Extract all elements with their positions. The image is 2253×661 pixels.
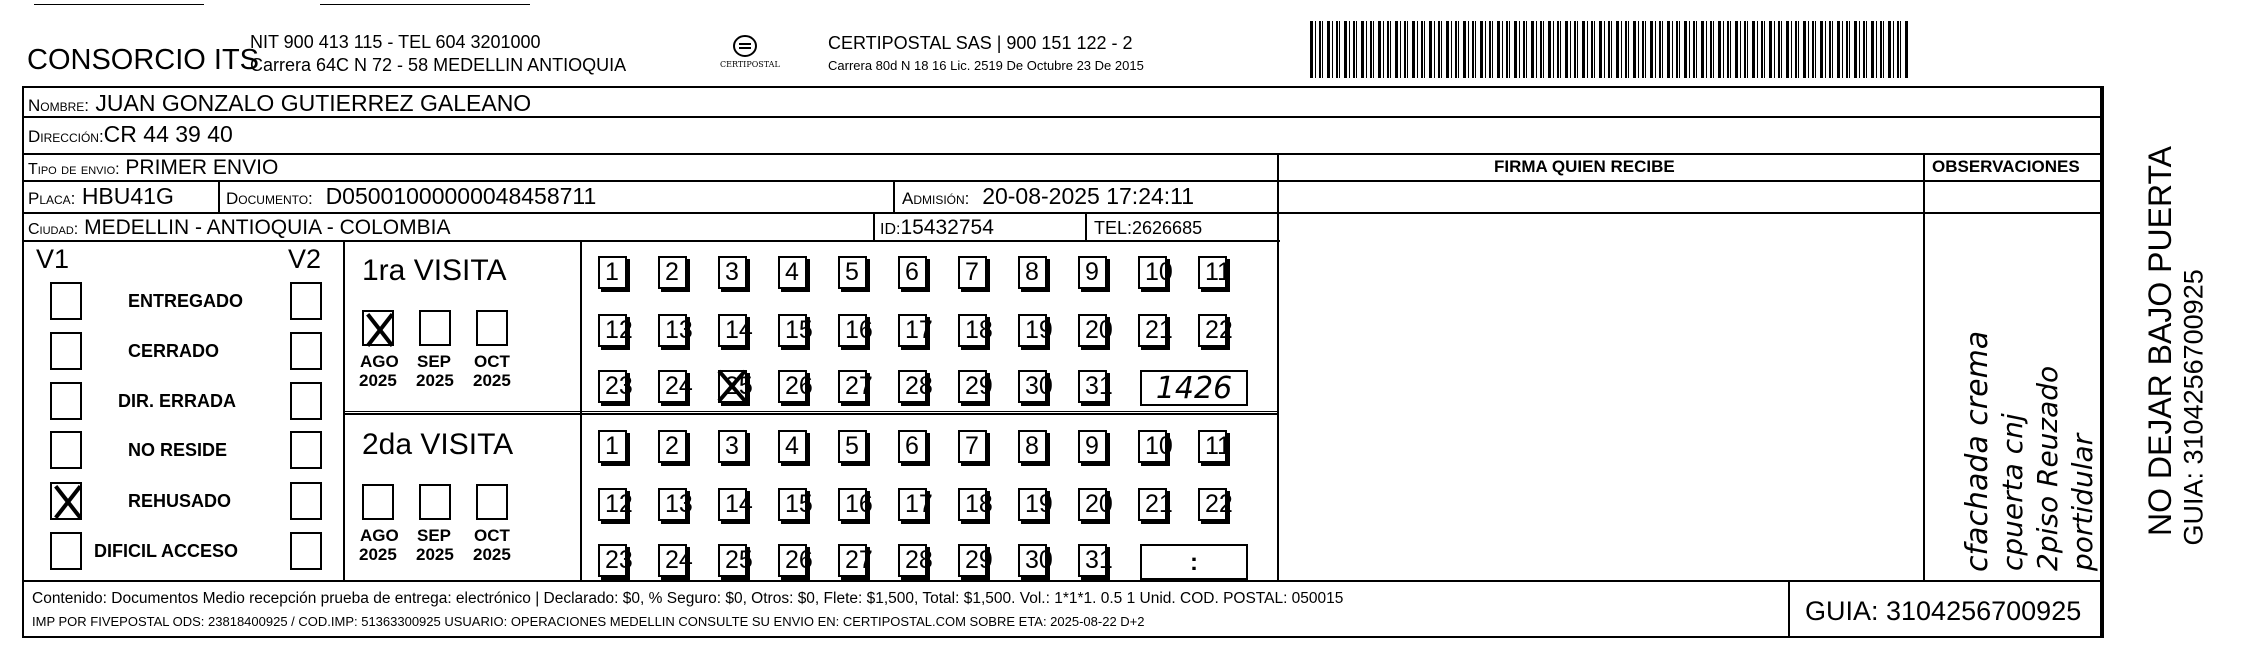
status-v2-checkbox[interactable] bbox=[290, 431, 322, 469]
status-v2-checkbox[interactable] bbox=[290, 382, 322, 420]
status-v2-checkbox[interactable] bbox=[290, 532, 322, 570]
row-line bbox=[22, 153, 2104, 155]
day-box[interactable]: 22 bbox=[1198, 314, 1227, 347]
nombre-row bbox=[28, 92, 531, 115]
tel-divider bbox=[1085, 212, 1087, 241]
frame-left bbox=[22, 86, 24, 638]
day-box[interactable]: 22 bbox=[1198, 488, 1227, 521]
frame-right-inner bbox=[2100, 86, 2102, 638]
tipo-value: PRIMER ENVIO bbox=[125, 156, 279, 179]
day-box[interactable]: 2 bbox=[658, 256, 687, 289]
carrier-address: Carrera 80d N 18 16 Lic. 2519 De Octubre 23 De 2015 bbox=[828, 58, 1144, 73]
id-row bbox=[880, 217, 994, 238]
day-box[interactable]: 8 bbox=[1018, 430, 1047, 463]
month-checkbox[interactable] bbox=[362, 310, 394, 346]
observaciones-area bbox=[1925, 215, 2099, 577]
company-name: CONSORCIO ITS bbox=[27, 44, 260, 76]
status-label: REHUSADO bbox=[128, 491, 232, 511]
visit-separator bbox=[343, 413, 1278, 415]
admision-value: 20-08-2025 17:24:11 bbox=[982, 183, 1195, 209]
day-box[interactable]: 12 bbox=[598, 314, 627, 347]
firma-col-left bbox=[1277, 153, 1279, 581]
status-v1-checkbox[interactable] bbox=[50, 382, 82, 420]
day-box[interactable]: 15 bbox=[778, 314, 807, 347]
obs-line-1: cfachada crema bbox=[1960, 330, 1995, 572]
documento-label: Documento: bbox=[226, 189, 313, 208]
day-box[interactable]: 31 bbox=[1078, 370, 1107, 403]
month-label: OCT bbox=[474, 526, 510, 545]
day-box[interactable]: 28 bbox=[898, 370, 927, 403]
frame-bottom bbox=[22, 636, 2104, 638]
frame-right bbox=[2102, 86, 2104, 638]
day-box[interactable]: 1 bbox=[598, 256, 627, 289]
id-value: 15432754 bbox=[900, 216, 994, 239]
firma-header: FIRMA QUIEN RECIBE bbox=[1494, 157, 1675, 176]
v1-label: V1 bbox=[36, 244, 70, 274]
company-nit: NIT 900 413 115 - TEL 604 3201000 bbox=[250, 32, 541, 52]
company-address: Carrera 64C N 72 - 58 MEDELLIN ANTIOQUIA bbox=[250, 55, 627, 75]
visit-title: 1ra VISITA bbox=[362, 254, 507, 287]
day-box[interactable]: 17 bbox=[898, 488, 927, 521]
month-checkbox[interactable] bbox=[476, 310, 508, 346]
obs-line-4: portidular bbox=[2066, 433, 2099, 571]
day-box[interactable]: 29 bbox=[958, 370, 987, 403]
month-year: 2025 bbox=[473, 545, 511, 564]
obs-line-3: 2piso Reuzado bbox=[2031, 365, 2064, 571]
day-box[interactable]: 3 bbox=[718, 430, 747, 463]
day-box[interactable]: 6 bbox=[898, 256, 927, 289]
ciudad-label: Ciudad: bbox=[28, 221, 79, 238]
day-box[interactable]: 25 bbox=[718, 370, 747, 403]
month-checkbox[interactable] bbox=[476, 484, 508, 520]
day-box[interactable]: 14 bbox=[718, 314, 747, 347]
admision-divider bbox=[893, 180, 895, 213]
frame-mid-footer bbox=[22, 580, 2104, 582]
footer-line-1: Contenido: Documentos Medio recepción prueba de entrega: electrónico | Declarado: $0, % Seguro: $0, Otros: $0, Flete: $1,500, Total: $1,500. Vol.: 1*1*1. 0.5 1 Unid. COD. POSTAL: 050015 bbox=[32, 590, 1344, 607]
direccion-label: Dirección: bbox=[28, 127, 104, 146]
footer-guia-divider bbox=[1788, 580, 1790, 636]
month-year: 2025 bbox=[359, 371, 397, 390]
placa-label: Placa: bbox=[28, 189, 76, 208]
placa-divider bbox=[218, 180, 220, 213]
obs-line-2: cpuerta cnj bbox=[1996, 413, 2029, 571]
day-box[interactable]: 15 bbox=[778, 488, 807, 521]
top-decor-line bbox=[34, 4, 204, 5]
status-v1-checkbox[interactable] bbox=[50, 532, 82, 570]
ciudad-row bbox=[28, 217, 450, 238]
admision-label: Admisión: bbox=[902, 189, 970, 208]
footer-guia: GUIA: 3104256700925 bbox=[1805, 596, 2082, 626]
day-box[interactable]: 8 bbox=[1018, 256, 1047, 289]
row-line bbox=[22, 116, 2104, 118]
day-box[interactable]: 27 bbox=[838, 370, 867, 403]
day-box[interactable]: 11 bbox=[1198, 256, 1227, 289]
tel-value: 2626685 bbox=[1132, 218, 1203, 238]
nombre-label: Nombre: bbox=[28, 96, 90, 115]
carrier-name: CERTIPOSTAL SAS | 900 151 122 - 2 bbox=[828, 33, 1133, 53]
v2-label: V2 bbox=[288, 244, 322, 274]
day-box[interactable]: 31 bbox=[1078, 544, 1107, 577]
day-box[interactable]: 9 bbox=[1078, 256, 1107, 289]
day-box[interactable]: 13 bbox=[658, 314, 687, 347]
day-box[interactable]: 26 bbox=[778, 370, 807, 403]
day-box[interactable]: 24 bbox=[658, 544, 687, 577]
month-year: 2025 bbox=[359, 545, 397, 564]
status-label: ENTREGADO bbox=[128, 291, 244, 311]
row-line bbox=[22, 180, 2104, 182]
status-label: CERRADO bbox=[128, 341, 220, 361]
day-box[interactable]: 17 bbox=[898, 314, 927, 347]
month-checkbox[interactable] bbox=[419, 484, 451, 520]
day-marked-x bbox=[716, 368, 748, 404]
side-guia: GUIA: 3104256700925 bbox=[2178, 269, 2209, 546]
id-divider bbox=[873, 212, 875, 241]
admision-row bbox=[902, 185, 1194, 208]
day-box[interactable]: 10 bbox=[1138, 256, 1167, 289]
visit-title: 2da VISITA bbox=[362, 428, 514, 461]
frame-top bbox=[22, 86, 2104, 88]
status-v2-checkbox[interactable] bbox=[290, 482, 322, 520]
day-box[interactable]: 13 bbox=[658, 488, 687, 521]
status-label: DIR. ERRADA bbox=[118, 391, 237, 411]
month-year: 2025 bbox=[416, 371, 454, 390]
day-box[interactable]: 9 bbox=[1078, 430, 1107, 463]
day-box[interactable]: 19 bbox=[1018, 488, 1047, 521]
day-box[interactable]: 20 bbox=[1078, 488, 1107, 521]
documento-value: D05001000000048458711 bbox=[325, 183, 597, 209]
month-label: AGO bbox=[360, 526, 399, 545]
row-line bbox=[22, 240, 1280, 242]
day-box[interactable]: 12 bbox=[598, 488, 627, 521]
day-box[interactable]: 5 bbox=[838, 256, 867, 289]
day-box[interactable]: 4 bbox=[778, 256, 807, 289]
month-label: SEP bbox=[417, 352, 452, 371]
day-box[interactable]: 29 bbox=[958, 544, 987, 577]
status-v1-checkbox[interactable] bbox=[50, 482, 82, 520]
direccion-value: CR 44 39 40 bbox=[103, 121, 233, 147]
day-box[interactable]: 26 bbox=[778, 544, 807, 577]
row-line bbox=[22, 212, 2104, 214]
status-v1-checkbox[interactable] bbox=[50, 282, 82, 320]
day-box[interactable]: 23 bbox=[598, 544, 627, 577]
day-box[interactable]: 2 bbox=[658, 430, 687, 463]
direccion-row bbox=[28, 123, 233, 146]
day-box[interactable]: 10 bbox=[1138, 430, 1167, 463]
day-box[interactable]: 6 bbox=[898, 430, 927, 463]
time-box[interactable]: : bbox=[1140, 544, 1248, 580]
placa-value: HBU41G bbox=[81, 183, 174, 209]
day-box[interactable]: 7 bbox=[958, 256, 987, 289]
day-box[interactable]: 30 bbox=[1018, 544, 1047, 577]
day-box[interactable]: 7 bbox=[958, 430, 987, 463]
month-checkbox[interactable] bbox=[419, 310, 451, 346]
month-checkbox[interactable] bbox=[362, 484, 394, 520]
day-box[interactable]: 20 bbox=[1078, 314, 1107, 347]
status-v2-checkbox[interactable] bbox=[290, 282, 322, 320]
top-decor-line bbox=[320, 4, 530, 5]
day-box[interactable]: 19 bbox=[1018, 314, 1047, 347]
placa-row bbox=[28, 185, 174, 208]
status-label: DIFICIL ACCESO bbox=[94, 541, 239, 561]
day-box[interactable]: 23 bbox=[598, 370, 627, 403]
day-box[interactable]: 21 bbox=[1138, 488, 1167, 521]
day-box[interactable]: 24 bbox=[658, 370, 687, 403]
day-box[interactable]: 30 bbox=[1018, 370, 1047, 403]
certipostal-logo bbox=[718, 32, 780, 78]
side-warning: NO DEJAR BAJO PUERTA bbox=[2142, 146, 2178, 536]
tipo-label: Tipo de envio: bbox=[28, 161, 120, 178]
time-box[interactable]: 1426 bbox=[1140, 370, 1248, 406]
ciudad-value: MEDELLIN - ANTIOQUIA - COLOMBIA bbox=[84, 216, 451, 239]
tipo-row bbox=[28, 157, 278, 178]
status-v2-checkbox[interactable] bbox=[290, 332, 322, 370]
day-box[interactable]: 18 bbox=[958, 488, 987, 521]
month-label: AGO bbox=[360, 352, 399, 371]
day-box[interactable]: 27 bbox=[838, 544, 867, 577]
status-v1-checkbox[interactable] bbox=[50, 431, 82, 469]
month-label: SEP bbox=[417, 526, 452, 545]
day-box[interactable]: 14 bbox=[718, 488, 747, 521]
tel-row bbox=[1094, 219, 1202, 237]
id-label: ID: bbox=[880, 221, 901, 238]
month-year: 2025 bbox=[473, 371, 511, 390]
visit-separator-2 bbox=[343, 411, 1278, 412]
certipostal-logo-text: CERTIPOSTAL bbox=[720, 60, 780, 69]
month-year: 2025 bbox=[416, 545, 454, 564]
status-label: NO RESIDE bbox=[128, 440, 228, 460]
barcode bbox=[1310, 21, 1908, 78]
day-box[interactable]: 28 bbox=[898, 544, 927, 577]
day-box[interactable]: 16 bbox=[838, 488, 867, 521]
status-v1-checkbox[interactable] bbox=[50, 332, 82, 370]
day-box[interactable]: 4 bbox=[778, 430, 807, 463]
month-label: OCT bbox=[474, 352, 510, 371]
day-box[interactable]: 11 bbox=[1198, 430, 1227, 463]
nombre-value: JUAN GONZALO GUTIERREZ GALEANO bbox=[95, 90, 532, 116]
day-box[interactable]: 25 bbox=[718, 544, 747, 577]
day-box[interactable]: 5 bbox=[838, 430, 867, 463]
day-box[interactable]: 18 bbox=[958, 314, 987, 347]
observaciones-header: OBSERVACIONES bbox=[1932, 157, 2080, 176]
day-box[interactable]: 1 bbox=[598, 430, 627, 463]
tel-label: TEL: bbox=[1094, 218, 1133, 238]
day-box[interactable]: 16 bbox=[838, 314, 867, 347]
day-box[interactable]: 3 bbox=[718, 256, 747, 289]
documento-row bbox=[226, 185, 596, 208]
day-box[interactable]: 21 bbox=[1138, 314, 1167, 347]
footer-line-2: IMP POR FIVEPOSTAL ODS: 23818400925 / COD.IMP: 51363300925 USUARIO: OPERACIONES MEDELLIN CONSULTE SU ENVIO EN: CERTIPOSTAL.COM SOBRE ETA: 2025-08-22 D+2 bbox=[32, 614, 1145, 629]
